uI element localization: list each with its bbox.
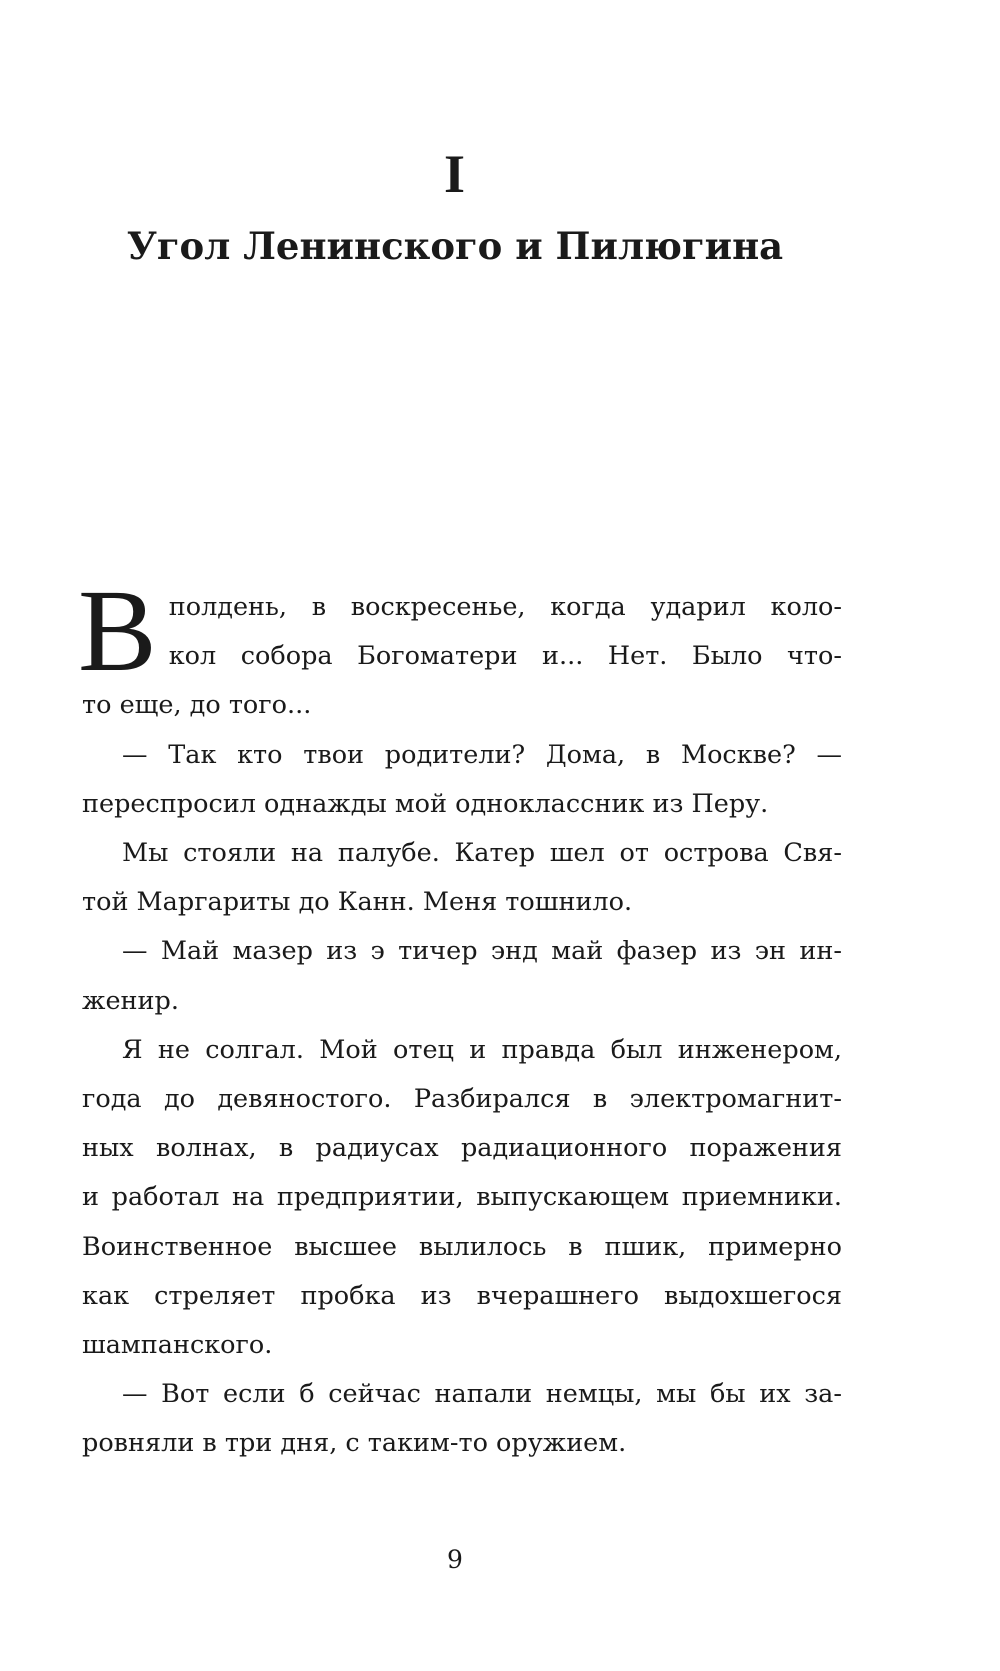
text-line: и работал на предприятии, выпускающем приемники. [82, 1182, 842, 1213]
text-line: шампанского. [82, 1330, 273, 1361]
text-line: — Вот если б сейчас напали немцы, мы бы их за- [122, 1379, 842, 1410]
paragraph [82, 1026, 842, 1370]
text-line: той Маргариты до Канн. Меня тошнило. [82, 887, 633, 918]
text-line: — Так кто твои родители? Дома, в Москве? — [122, 739, 842, 770]
text-line: то еще, до того... [82, 690, 312, 721]
paragraph [82, 1370, 842, 1468]
page-number: 9 [447, 1545, 463, 1574]
text-line: года до девяностого. Разбирался в электромагнит- [82, 1084, 842, 1115]
text-line: полдень, в воскресенье, когда ударил коло- [168, 592, 842, 622]
text-line: ных волнах, в радиусах радиационного поражения [82, 1133, 842, 1164]
text-line: Воинственное высшее вылилось в пшик, примерно [82, 1231, 842, 1262]
text-line: кол собора Богоматери и... Нет. Было что- [168, 641, 842, 672]
text-line: — Май мазер из э тичер энд май фазер из эн ин- [122, 936, 842, 967]
paragraph [82, 829, 842, 927]
drop-cap: В [78, 565, 157, 696]
paragraph [82, 927, 842, 1025]
text-line: переспросил однажды мой одноклассник из Перу. [82, 788, 769, 819]
text-line: ровняли в три дня, с таким-то оружием. [82, 1428, 627, 1459]
text-line: женир. [82, 985, 179, 1016]
text-line: как стреляет пробка из вчерашнего выдохшегося [82, 1280, 842, 1311]
chapter-number: I [443, 144, 466, 204]
text-line: Я не солгал. Мой отец и правда был инженером, [122, 1034, 842, 1065]
paragraph [78, 565, 842, 731]
paragraph [82, 731, 842, 829]
text-line: Мы стояли на палубе. Катер шел от острова Свя- [122, 838, 842, 869]
chapter-body [78, 565, 842, 1469]
chapter-title: Угол Ленинского и Пилюгина [126, 224, 784, 268]
